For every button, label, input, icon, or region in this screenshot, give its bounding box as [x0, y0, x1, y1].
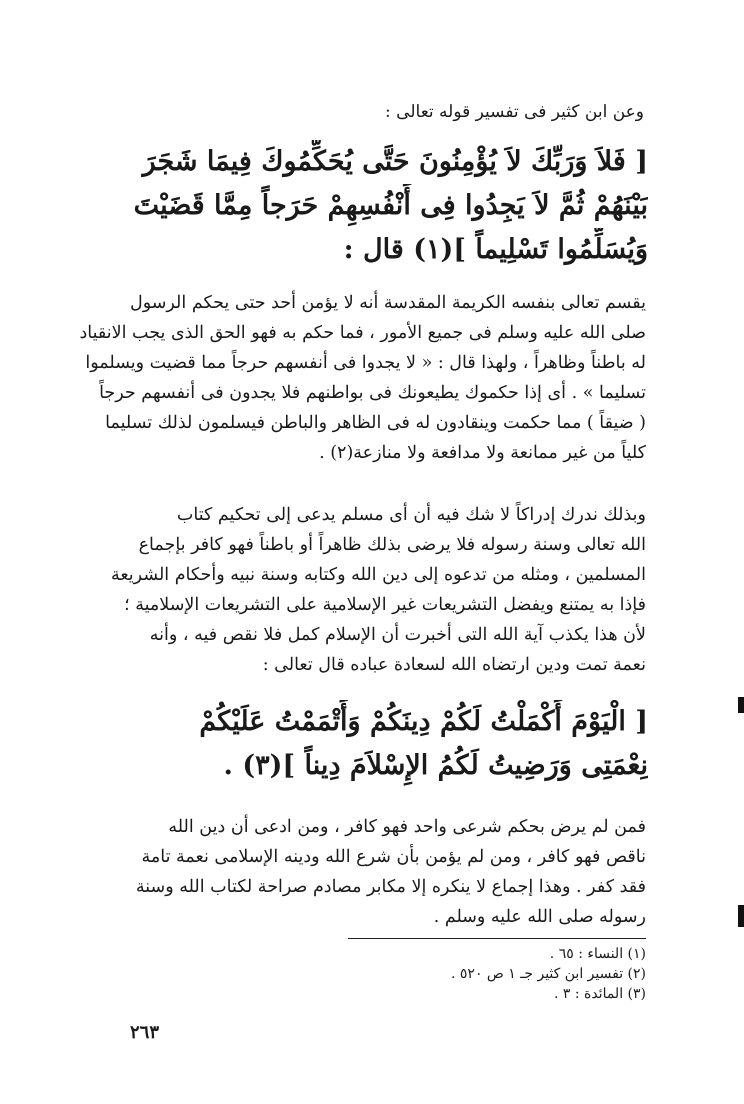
text-line: كلياً من غير ممانعة ولا مدافعة ولا منازعة(٢) .: [319, 443, 646, 463]
footnotes: [346, 944, 646, 1004]
verse-line: وَيُسَلِّمُوا تَسْلِيماً ](١) قال :: [343, 234, 648, 265]
footnote: (١) النساء : ٦٥ .: [549, 946, 646, 962]
paragraph-ruling: [34, 500, 646, 680]
text-line: فقد كفر . وهذا إجماع لا ينكره إلا مكابر مصادم صراحة لكتاب الله وسنة: [135, 877, 646, 897]
verse-line: [ فَلاَ وَرَبِّكَ لاَ يُؤْمِنُونَ حَتَّى يُحَكِّمُوكَ فِيمَا شَجَرَ: [142, 146, 648, 177]
paragraph-tafsir: [34, 288, 646, 468]
verse-line: [ الْيَوْمَ أَكْمَلْتُ لَكُمْ دِينَكُمْ وَأَتْمَمْتُ عَلَيْكُمْ: [199, 706, 648, 737]
text-line: لأن هذا يكذب آية الله التى أخبرت أن الإسلام كمل فلا نقص فيه ، وأنه: [149, 625, 646, 645]
footnote-divider: [348, 938, 646, 939]
text-line: ناقص فهو كافر ، ومن لم يؤمن بأن شرع الله ودينه الإسلامى نعمة تامة: [141, 847, 646, 867]
paragraph-conclusion: [34, 812, 646, 932]
text-line: له باطناً وظاهراً ، ولهذا قال : « لا يجدوا فى أنفسهم حرجاً مما قضيت ويسلموا: [85, 353, 646, 373]
footnote: (٢) تفسير ابن كثير جـ ١ ص ٥٢٠ .: [451, 966, 646, 982]
quran-verse-maidah: [33, 700, 648, 788]
quran-verse-nisa: [38, 140, 648, 272]
text-line: الله تعالى وسنة رسوله فلا يرضى بذلك ظاهراً أو باطناً فهو كافر بإجماع: [138, 535, 646, 555]
text-line: نعمة تمت ودين ارتضاه الله لسعادة عباده قال تعالى :: [262, 655, 646, 675]
text-line: صلى الله عليه وسلم فى جميع الأمور ، فما حكم به فهو الحق الذى يجب الانقياد: [79, 323, 646, 343]
verse-line: بَيْنَهُمْ ثُمَّ لاَ يَجِدُوا فِى أَنْفُسِهِمْ حَرَجاً مِمَّا قَضَيْتَ: [133, 190, 648, 221]
text-line: تسليما » . أى إذا حكموك يطيعونك فى بواطنهم فلا يجدون فى أنفسهم حرجاً: [99, 383, 646, 403]
scan-edge-mark: [738, 905, 744, 927]
text-line: ( ضيقاً ) مما حكمت وينقادون له فى الظاهر والباطن فيسلمون لذلك تسليما: [105, 413, 646, 433]
footnote: (٣) المائدة : ٣ .: [553, 986, 646, 1002]
scan-edge-mark: [738, 697, 744, 713]
text-line: يقسم تعالى بنفسه الكريمة المقدسة أنه لا يؤمن أحد حتى يحكم الرسول: [129, 293, 646, 313]
verse-line: نِعْمَتِى وَرَضِيتُ لَكُمُ الإِسْلاَمَ دِيناً ](٣) .: [223, 750, 648, 781]
text-line: المسلمين ، ومثله من تدعوه إلى دين الله وكتابه وسنة نبيه وأحكام الشريعة: [110, 565, 646, 585]
intro-line: وعن ابن كثير فى تفسير قوله تعالى :: [385, 102, 644, 122]
text-line: فمن لم يرض بحكم شرعى واحد فهو كافر ، ومن ادعى أن دين الله: [168, 817, 646, 837]
text-line: فإذا به يمتنع ويفضل التشريعات غير الإسلامية على التشريعات الإسلامية ؛: [124, 595, 646, 615]
page-number: ٢٦٣: [130, 1022, 160, 1043]
text-line: رسوله صلى الله عليه وسلم .: [433, 907, 646, 927]
text-line: وبذلك ندرك إدراكاً لا شك فيه أن أى مسلم يدعى إلى تحكيم كتاب: [176, 505, 646, 525]
